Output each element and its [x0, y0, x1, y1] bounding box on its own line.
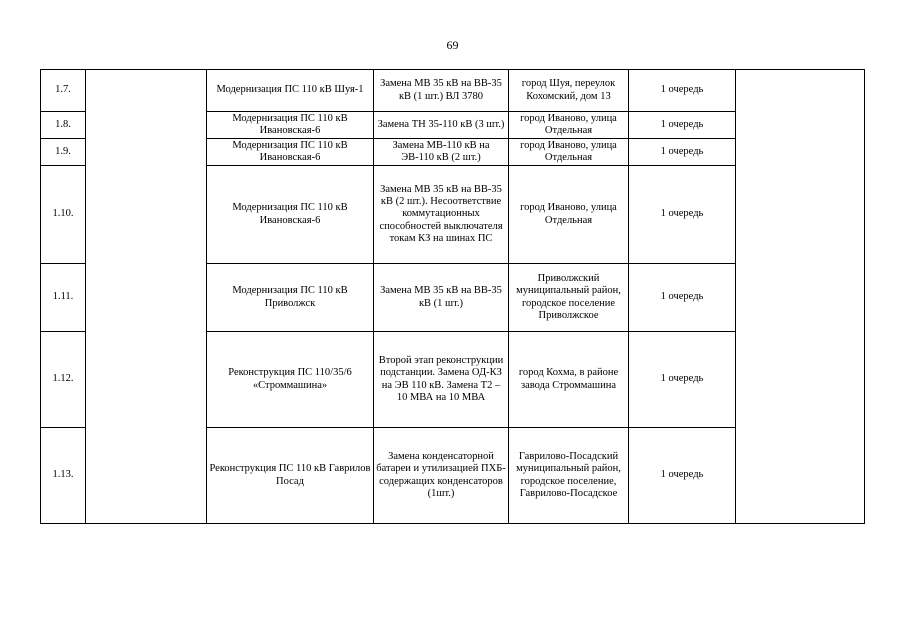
row-number: 1.10.	[41, 166, 86, 264]
object-cell: Модернизация ПС 110 кВ Шуя-1	[207, 70, 374, 112]
row-number: 1.11.	[41, 264, 86, 332]
works-cell: Замена МВ-110 кВ на ЭВ-110 кВ (2 шт.)	[374, 139, 509, 166]
row-number: 1.8.	[41, 112, 86, 139]
object-cell: Модернизация ПС 110 кВ Ивановская-6	[207, 166, 374, 264]
works-cell: Замена МВ 35 кВ на ВВ-35 кВ (1 шт.) ВЛ 3780	[374, 70, 509, 112]
works-cell: Замена ТН 35-110 кВ (3 шт.)	[374, 112, 509, 139]
location-cell: город Иваново, улица Отдельная	[509, 112, 629, 139]
table-row	[41, 70, 865, 112]
row-number: 1.12.	[41, 332, 86, 428]
empty-cell	[736, 70, 865, 524]
queue-cell: 1 очередь	[629, 139, 736, 166]
works-cell: Замена конденсаторной батареи и утилизацией ПХБ-содержащих конденсаторов (1шт.)	[374, 428, 509, 524]
works-cell: Второй этап реконструкции подстанции. Замена ОД-КЗ на ЭВ 110 кВ. Замена Т2 – 10 МВА на 10 МВА	[374, 332, 509, 428]
row-number: 1.9.	[41, 139, 86, 166]
queue-cell: 1 очередь	[629, 332, 736, 428]
object-cell: Модернизация ПС 110 кВ Ивановская-6	[207, 139, 374, 166]
location-cell: город Шуя, переулок Кохомский, дом 13	[509, 70, 629, 112]
queue-cell: 1 очередь	[629, 112, 736, 139]
works-cell: Замена МВ 35 кВ на ВВ-35 кВ (2 шт.). Несоответствие коммутационных способностей выключателя токам КЗ на шинах ПС	[374, 166, 509, 264]
location-cell: город Кохма, в районе завода Строммашина	[509, 332, 629, 428]
group-cell	[86, 70, 207, 524]
location-cell: город Иваново, улица Отдельная	[509, 166, 629, 264]
row-number: 1.13.	[41, 428, 86, 524]
location-cell: Гаврилово-Посадский муниципальный район, городское поселение, Гаврилово-Посадское	[509, 428, 629, 524]
location-cell: Приволжский муниципальный район, городское поселение Приволжское	[509, 264, 629, 332]
object-cell: Модернизация ПС 110 кВ Приволжск	[207, 264, 374, 332]
queue-cell: 1 очередь	[629, 70, 736, 112]
works-cell: Замена МВ 35 кВ на ВВ-35 кВ (1 шт.)	[374, 264, 509, 332]
queue-cell: 1 очередь	[629, 264, 736, 332]
object-cell: Реконструкция ПС 110/35/6 «Строммашина»	[207, 332, 374, 428]
object-cell: Реконструкция ПС 110 кВ Гаврилов Посад	[207, 428, 374, 524]
queue-cell: 1 очередь	[629, 428, 736, 524]
page-number: 69	[446, 38, 459, 52]
location-cell: город Иваново, улица Отдельная	[509, 139, 629, 166]
row-number: 1.7.	[41, 70, 86, 112]
works-table	[40, 69, 865, 524]
object-cell: Модернизация ПС 110 кВ Ивановская-6	[207, 112, 374, 139]
queue-cell: 1 очередь	[629, 166, 736, 264]
